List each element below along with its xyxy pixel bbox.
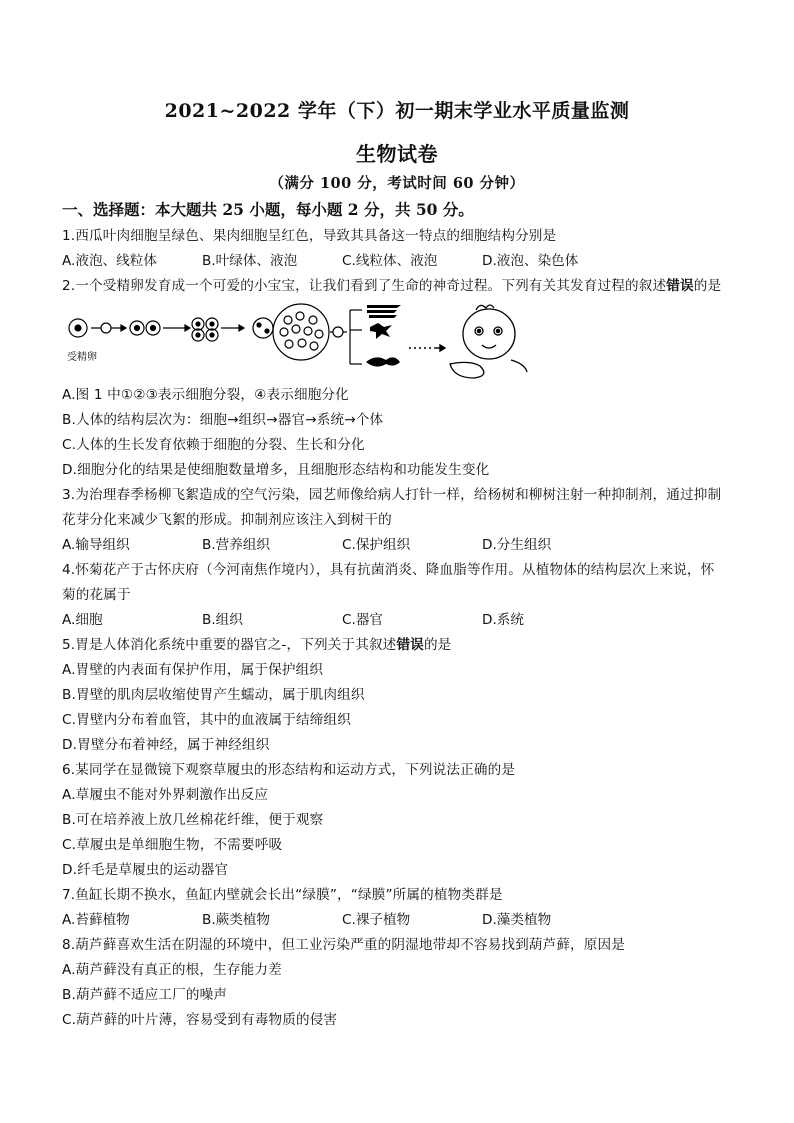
option-c: C.器官 xyxy=(342,612,384,628)
option-d: D.藻类植物 xyxy=(482,912,552,928)
question-8-option-a: A.葫芦藓没有真正的根，生存能力差 xyxy=(62,962,282,978)
question-1: 1.西瓜叶肉细胞呈绿色、果肉细胞呈红色，导致其具备这一特点的细胞结构分别是 xyxy=(62,228,557,244)
question-8-option-c: C.葫芦藓的叶片薄，容易受到有毒物质的侵害 xyxy=(62,1012,338,1028)
option-b: B.营养组织 xyxy=(202,537,271,553)
option-c: C.保护组织 xyxy=(342,537,411,553)
question-3-line-2: 花芽分化来减少飞絮的形成。抑制剂应该注入到树干的 xyxy=(62,512,392,528)
option-c: C.裸子植物 xyxy=(342,912,411,928)
development-diagram xyxy=(64,302,530,380)
question-5-option-c: C.胃壁内分布着血管，其中的血液属于结缔组织 xyxy=(62,712,351,728)
option-b: B.叶绿体、液泡 xyxy=(202,253,298,269)
question-6-option-c: C.草履虫是单细胞生物，不需要呼吸 xyxy=(62,837,283,853)
zygote-label: 受精卵 xyxy=(67,352,97,363)
option-a: A.液泡、线粒体 xyxy=(62,253,157,269)
question-1-options xyxy=(62,249,742,269)
question-4-line-1: 4.怀菊花产于古怀庆府（今河南焦作境内），具有抗菌消炎、降血脂等作用。从植物体的结构层次上来说，怀 xyxy=(62,562,715,578)
question-8-option-b: B.葫芦藓不适应工厂的噪声 xyxy=(62,987,228,1003)
question-7-options xyxy=(62,908,742,928)
section-heading: 一、选择题：本大题共 25 小题，每小题 2 分，共 50 分。 xyxy=(62,200,474,219)
option-b: B.组织 xyxy=(202,612,243,628)
exam-note: （满分 100 分，考试时间 60 分钟） xyxy=(269,175,525,192)
question-5 xyxy=(62,633,451,653)
question-7: 7.鱼缸长期不换水，鱼缸内壁就会长出“绿膜”，“绿膜”所属的植物类群是 xyxy=(62,887,503,903)
option-b: B.蕨类植物 xyxy=(202,912,271,928)
option-d: D.分生组织 xyxy=(482,537,552,553)
question-5-option-d: D.胃壁分布着神经，属于神经组织 xyxy=(62,737,270,753)
development-figure xyxy=(64,302,530,380)
option-a: A.输导组织 xyxy=(62,537,130,553)
question-2-option-d: D.细胞分化的结果是使细胞数量增多，且细胞形态结构和功能发生变化 xyxy=(62,462,490,478)
option-c: C.线粒体、液泡 xyxy=(342,253,438,269)
question-6-option-d: D.纤毛是草履虫的运动器官 xyxy=(62,862,229,878)
question-2-option-c: C.人体的生长发育依赖于细胞的分裂、生长和分化 xyxy=(62,437,365,453)
question-2-emphasis: 错误 xyxy=(666,278,694,294)
question-3-options xyxy=(62,533,742,553)
question-3-line-1: 3.为治理春季杨柳飞絮造成的空气污染，园艺师像给病人打针一样，给杨树和柳树注射一种抑制剂，通过抑制 xyxy=(62,487,722,503)
question-2-option-b: B.人体的结构层次为：细胞→组织→器官→系统→个体 xyxy=(62,412,384,428)
option-a: A.苔藓植物 xyxy=(62,912,130,928)
question-5-text: 5.胃是人体消化系统中重要的器官之-，下列关于其叙述 xyxy=(62,637,397,653)
question-4-line-2: 菊的花属于 xyxy=(62,587,131,603)
question-6-option-a: A.草履虫不能对外界刺激作出反应 xyxy=(62,787,269,803)
question-5-text-end: 的是 xyxy=(423,637,452,653)
question-5-option-a: A.胃壁的内表面有保护作用，属于保护组织 xyxy=(62,662,324,678)
question-2 xyxy=(62,274,721,294)
option-d: D.液泡、染色体 xyxy=(482,253,579,269)
exam-subtitle: 生物试卷 xyxy=(356,142,438,166)
question-5-emphasis: 错误 xyxy=(396,637,424,653)
option-d: D.系统 xyxy=(482,612,524,628)
question-8: 8.葫芦藓喜欢生活在阴湿的环境中，但工业污染严重的阴湿地带却不容易找到葫芦藓，原因是 xyxy=(62,937,626,953)
question-2-text-end: 的是 xyxy=(693,278,722,294)
question-6-option-b: B.可在培养液上放几丝棉花纤维，便于观察 xyxy=(62,812,324,828)
exam-title: 2021~2022 学年（下）初一期末学业水平质量监测 xyxy=(164,100,630,122)
question-4-options xyxy=(62,608,742,628)
question-2-text: 2.一个受精卵发育成一个可爱的小宝宝，让我们看到了生命的神奇过程。下列有关其发育过程的叙述 xyxy=(62,278,667,294)
question-6: 6.某同学在显微镜下观察草履虫的形态结构和运动方式，下列说法正确的是 xyxy=(62,762,516,778)
question-5-option-b: B.胃壁的肌肉层收缩使胃产生蠕动，属于肌肉组织 xyxy=(62,687,365,703)
option-a: A.细胞 xyxy=(62,612,103,628)
question-2-option-a: A.图 1 中①②③表示细胞分裂，④表示细胞分化 xyxy=(62,387,349,403)
